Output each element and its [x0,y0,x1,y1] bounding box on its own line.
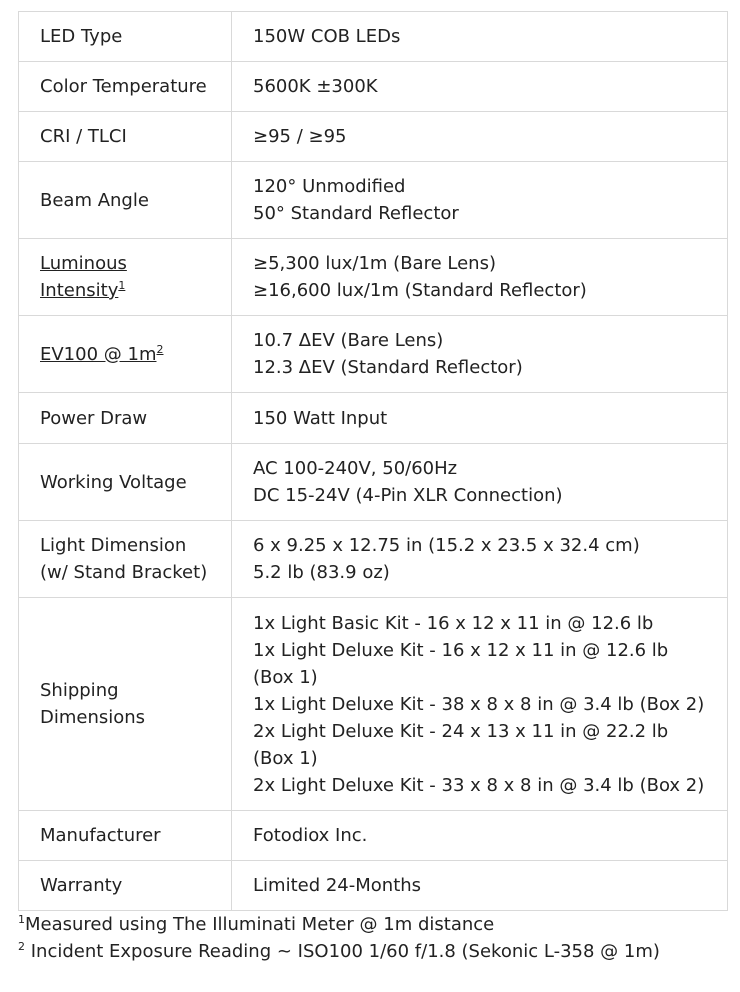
spec-label: CRI / TLCI [19,112,232,162]
spec-value-line: 2x Light Deluxe Kit - 33 x 8 x 8 in @ 3.4 lb (Box 2) [253,774,705,796]
spec-table [18,11,728,911]
spec-label [19,239,232,316]
ev100-link[interactable]: EV100 @ 1m [40,343,157,365]
footnote-text: Incident Exposure Reading ~ ISO100 1/60 f/1.8 (Sekonic L-358 @ 1m) [25,941,660,962]
spec-value-line: DC 15-24V (4-Pin XLR Connection) [253,485,563,506]
spec-label-line: Dimensions [40,707,146,728]
spec-label: Power Draw [19,393,232,444]
spec-value-line: 5.2 lb (83.9 oz) [253,562,390,583]
spec-row-led-type [19,12,728,62]
spec-value-line: ≥95 / ≥95 [253,126,347,147]
luminous-intensity-link[interactable]: Intensity [40,280,119,301]
spec-value [232,162,728,239]
spec-label-line: Shipping [40,680,119,701]
spec-label: Warranty [19,861,232,911]
spec-value-line: 1x Light Deluxe Kit - 38 x 8 x 8 in @ 3.4 lb (Box 2) [253,693,705,715]
spec-value-line: (Box 1) [253,666,318,688]
spec-row-ev100 [19,316,728,393]
spec-label: Working Voltage [19,444,232,521]
spec-label [19,598,232,811]
spec-label-line: (w/ Stand Bracket) [40,562,208,583]
spec-value-line: 150 Watt Input [253,407,388,429]
spec-value [232,112,728,162]
spec-label [19,316,232,393]
spec-row-manufacturer [19,811,728,861]
footnote-ref-1[interactable]: 1 [118,279,126,292]
spec-value [232,239,728,316]
footnote-ref-2[interactable]: 2 [156,342,164,356]
spec-row-shipping-dimensions [19,598,728,811]
spec-value [232,598,728,811]
spec-value-line: AC 100-240V, 50/60Hz [253,458,458,479]
spec-row-light-dimension [19,521,728,598]
spec-label: LED Type [19,12,232,62]
spec-value-line: 5600K ±300K [253,76,378,97]
spec-value [232,12,728,62]
spec-value [232,316,728,393]
spec-label: Color Temperature [19,62,232,112]
spec-label-line: Light Dimension [40,535,187,556]
spec-value [232,62,728,112]
footnote-text: Measured using The Illuminati Meter @ 1m distance [25,914,495,935]
spec-value-line: 120° Unmodified [253,176,406,197]
spec-label [19,521,232,598]
spec-value [232,861,728,911]
spec-row-working-voltage [19,444,728,521]
spec-value-line: 12.3 ΔEV (Standard Reflector) [253,357,523,378]
spec-value-line: ≥16,600 lux/1m (Standard Reflector) [253,280,587,301]
spec-value-line: 1x Light Deluxe Kit - 16 x 12 x 11 in @ 12.6 lb [253,639,669,661]
spec-value-line: 50° Standard Reflector [253,203,459,224]
spec-value [232,521,728,598]
spec-row-power-draw [19,393,728,444]
spec-value [232,393,728,444]
spec-value-line: (Box 1) [253,747,318,769]
spec-row-warranty [19,861,728,911]
footnote-marker: 2 [18,940,25,953]
spec-value-line: 150W COB LEDs [253,26,401,47]
spec-value [232,811,728,861]
spec-value-line: 6 x 9.25 x 12.75 in (15.2 x 23.5 x 32.4 cm) [253,535,640,556]
luminous-intensity-link[interactable]: Luminous [40,253,127,274]
spec-label: Beam Angle [19,162,232,239]
spec-label: Manufacturer [19,811,232,861]
spec-row-luminous-intensity [19,239,728,316]
footnote-marker: 1 [18,913,25,926]
spec-value-line: Fotodiox Inc. [253,825,368,846]
spec-value-line: 10.7 ΔEV (Bare Lens) [253,330,444,351]
spec-value [232,444,728,521]
footnote-2 [18,938,660,965]
spec-value-line: Limited 24-Months [253,875,422,896]
spec-value-line: ≥5,300 lux/1m (Bare Lens) [253,253,496,274]
spec-row-beam-angle [19,162,728,239]
spec-row-color-temperature [19,62,728,112]
spec-value-line: 2x Light Deluxe Kit - 24 x 13 x 11 in @ 22.2 lb [253,720,669,742]
spec-value-line: 1x Light Basic Kit - 16 x 12 x 11 in @ 12.6 lb [253,612,654,634]
spec-row-cri-tlci [19,112,728,162]
footnote-1 [18,911,494,938]
